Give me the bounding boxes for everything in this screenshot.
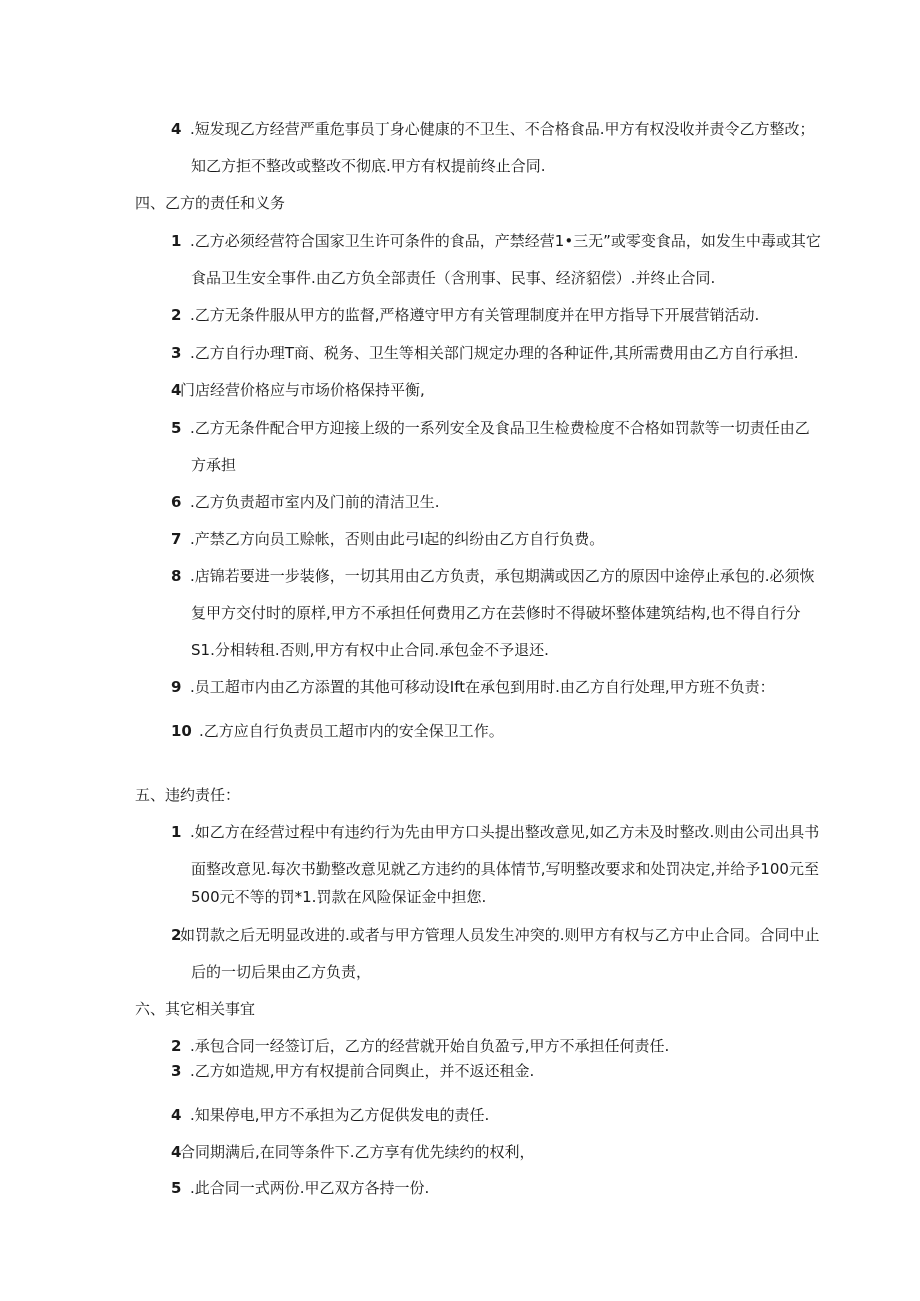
clause-text: .乙方应自行负责员工超市内的安全保卫工作。 — [199, 722, 504, 740]
clause-text: .乙方必须经营符合国家卫生许可条件的食品，产禁经营1•三无”或零变食品，如发生中毒或其它 — [190, 232, 821, 250]
clause-text-continuation: 后的一切后果由乙方负责， — [191, 963, 372, 981]
clause-number: 2 — [171, 1037, 182, 1055]
clause-text-continuation: 食品卫生安全事件.由乙方负全部责任（含刑事、民事、经济貂偿）.并终止合同. — [191, 269, 716, 287]
section-heading-4: 四、乙方的责任和义务 — [135, 194, 286, 212]
clause-text: .如乙方在经营过程中有违约行为先由甲方口头提出整改意见,如乙方未及时整改.则由公司出具书 — [190, 823, 820, 841]
section-heading-5: 五、违约责任： — [135, 786, 241, 804]
clause-number: 4 — [171, 1143, 182, 1161]
clause-text: 门店经营价格应与市场价格保持平衡, — [180, 381, 425, 399]
clause-text: .乙方无条件服从甲方的监督,严格遵守甲方有关管理制度并在甲方指导下开展营销活动. — [190, 306, 760, 324]
clause-text: .店锦若要进一步装修，一切其用由乙方负责，承包期满或因乙方的原因中途停止承包的.必须恢 — [190, 567, 815, 585]
clause-number: 8 — [171, 567, 182, 585]
clause-number: 6 — [171, 493, 182, 511]
clause-text-continuation: 方承担 — [191, 456, 237, 474]
clause-text-continuation: 复甲方交付时的原样,甲方不承担任何费用乙方在芸修时不得破坏整体建筑结构,也不得自行分 — [191, 604, 801, 622]
clause-number: 4 — [171, 120, 182, 138]
clause-number: 9 — [171, 678, 182, 696]
clause-text: .承包合同一经签订后，乙方的经营就开始自负盈亏,甲方不承担任何责任. — [190, 1037, 670, 1055]
clause-text: .产禁乙方向员工赊帐，否则由此弓I起的纠纷由乙方自行负费。 — [190, 530, 605, 548]
clause-text: .知果停电,甲方不承担为乙方促供发电的责任. — [190, 1106, 490, 1124]
clause-text: .此合同一式两份.甲乙双方各持一份. — [190, 1179, 430, 1197]
clause-text: 合同期满后,在同等条件下.乙方享有优先续约的权利， — [180, 1143, 535, 1161]
clause-number: 5 — [171, 419, 182, 437]
clause-text: .乙方无条件配合甲方迎接上级的一系列安全及食品卫生检费检度不合格如罚款等一切责任由乙 — [190, 419, 810, 437]
clause-number: 5 — [171, 1179, 182, 1197]
clause-number: 2 — [171, 306, 182, 324]
clause-text: .乙方如造规,甲方有权提前合同舆止，并不返还租金. — [190, 1062, 535, 1080]
section-heading-6: 六、其它相关事宜 — [135, 1000, 256, 1018]
clause-number: 2 — [171, 926, 182, 944]
clause-number: 4 — [171, 381, 182, 399]
clause-text: .乙方负责超市室内及门前的清洁卫生. — [190, 493, 440, 511]
clause-number: 1 — [171, 232, 182, 250]
clause-number: 7 — [171, 530, 182, 548]
clause-number: 3 — [171, 344, 182, 362]
clause-text-continuation: 面整改意见.每次书勤整改意见就乙方违约的具体情节,写明整改要求和处罚决定,并给予100元至 — [191, 860, 819, 878]
clause-text-continuation: 500元不等的罚*1.罚款在风险保证金中担您. — [191, 888, 487, 906]
clause-text-continuation: S1.分相转租.否则,甲方有权中止合同.承包金不予退还. — [191, 641, 549, 659]
clause-text: .乙方自行办理T商、税务、卫生等相关部门规定办理的各种证件,其所需费用由乙方自行承担. — [190, 344, 799, 362]
clause-number: 1 — [171, 823, 182, 841]
clause-text-continuation: 知乙方拒不整改或整改不彻底.甲方有权提前终止合同. — [191, 157, 546, 175]
clause-text: .员工超市内由乙方添置的其他可移动设Ift在承包到用时.由乙方自行处理,甲方班不负责： — [190, 678, 775, 696]
clause-text: .短发现乙方经营严重危事员丁身心健康的不卫生、不合格食品.甲方有权没收并责令乙方整改； — [190, 120, 815, 138]
clause-number: 4 — [171, 1106, 182, 1124]
clause-number: 3 — [171, 1062, 182, 1080]
clause-number: 10 — [171, 722, 192, 740]
clause-text: 如罚款之后无明显改进的.或者与甲方管理人员发生冲突的.则甲方有权与乙方中止合同。合同中止 — [180, 926, 820, 944]
